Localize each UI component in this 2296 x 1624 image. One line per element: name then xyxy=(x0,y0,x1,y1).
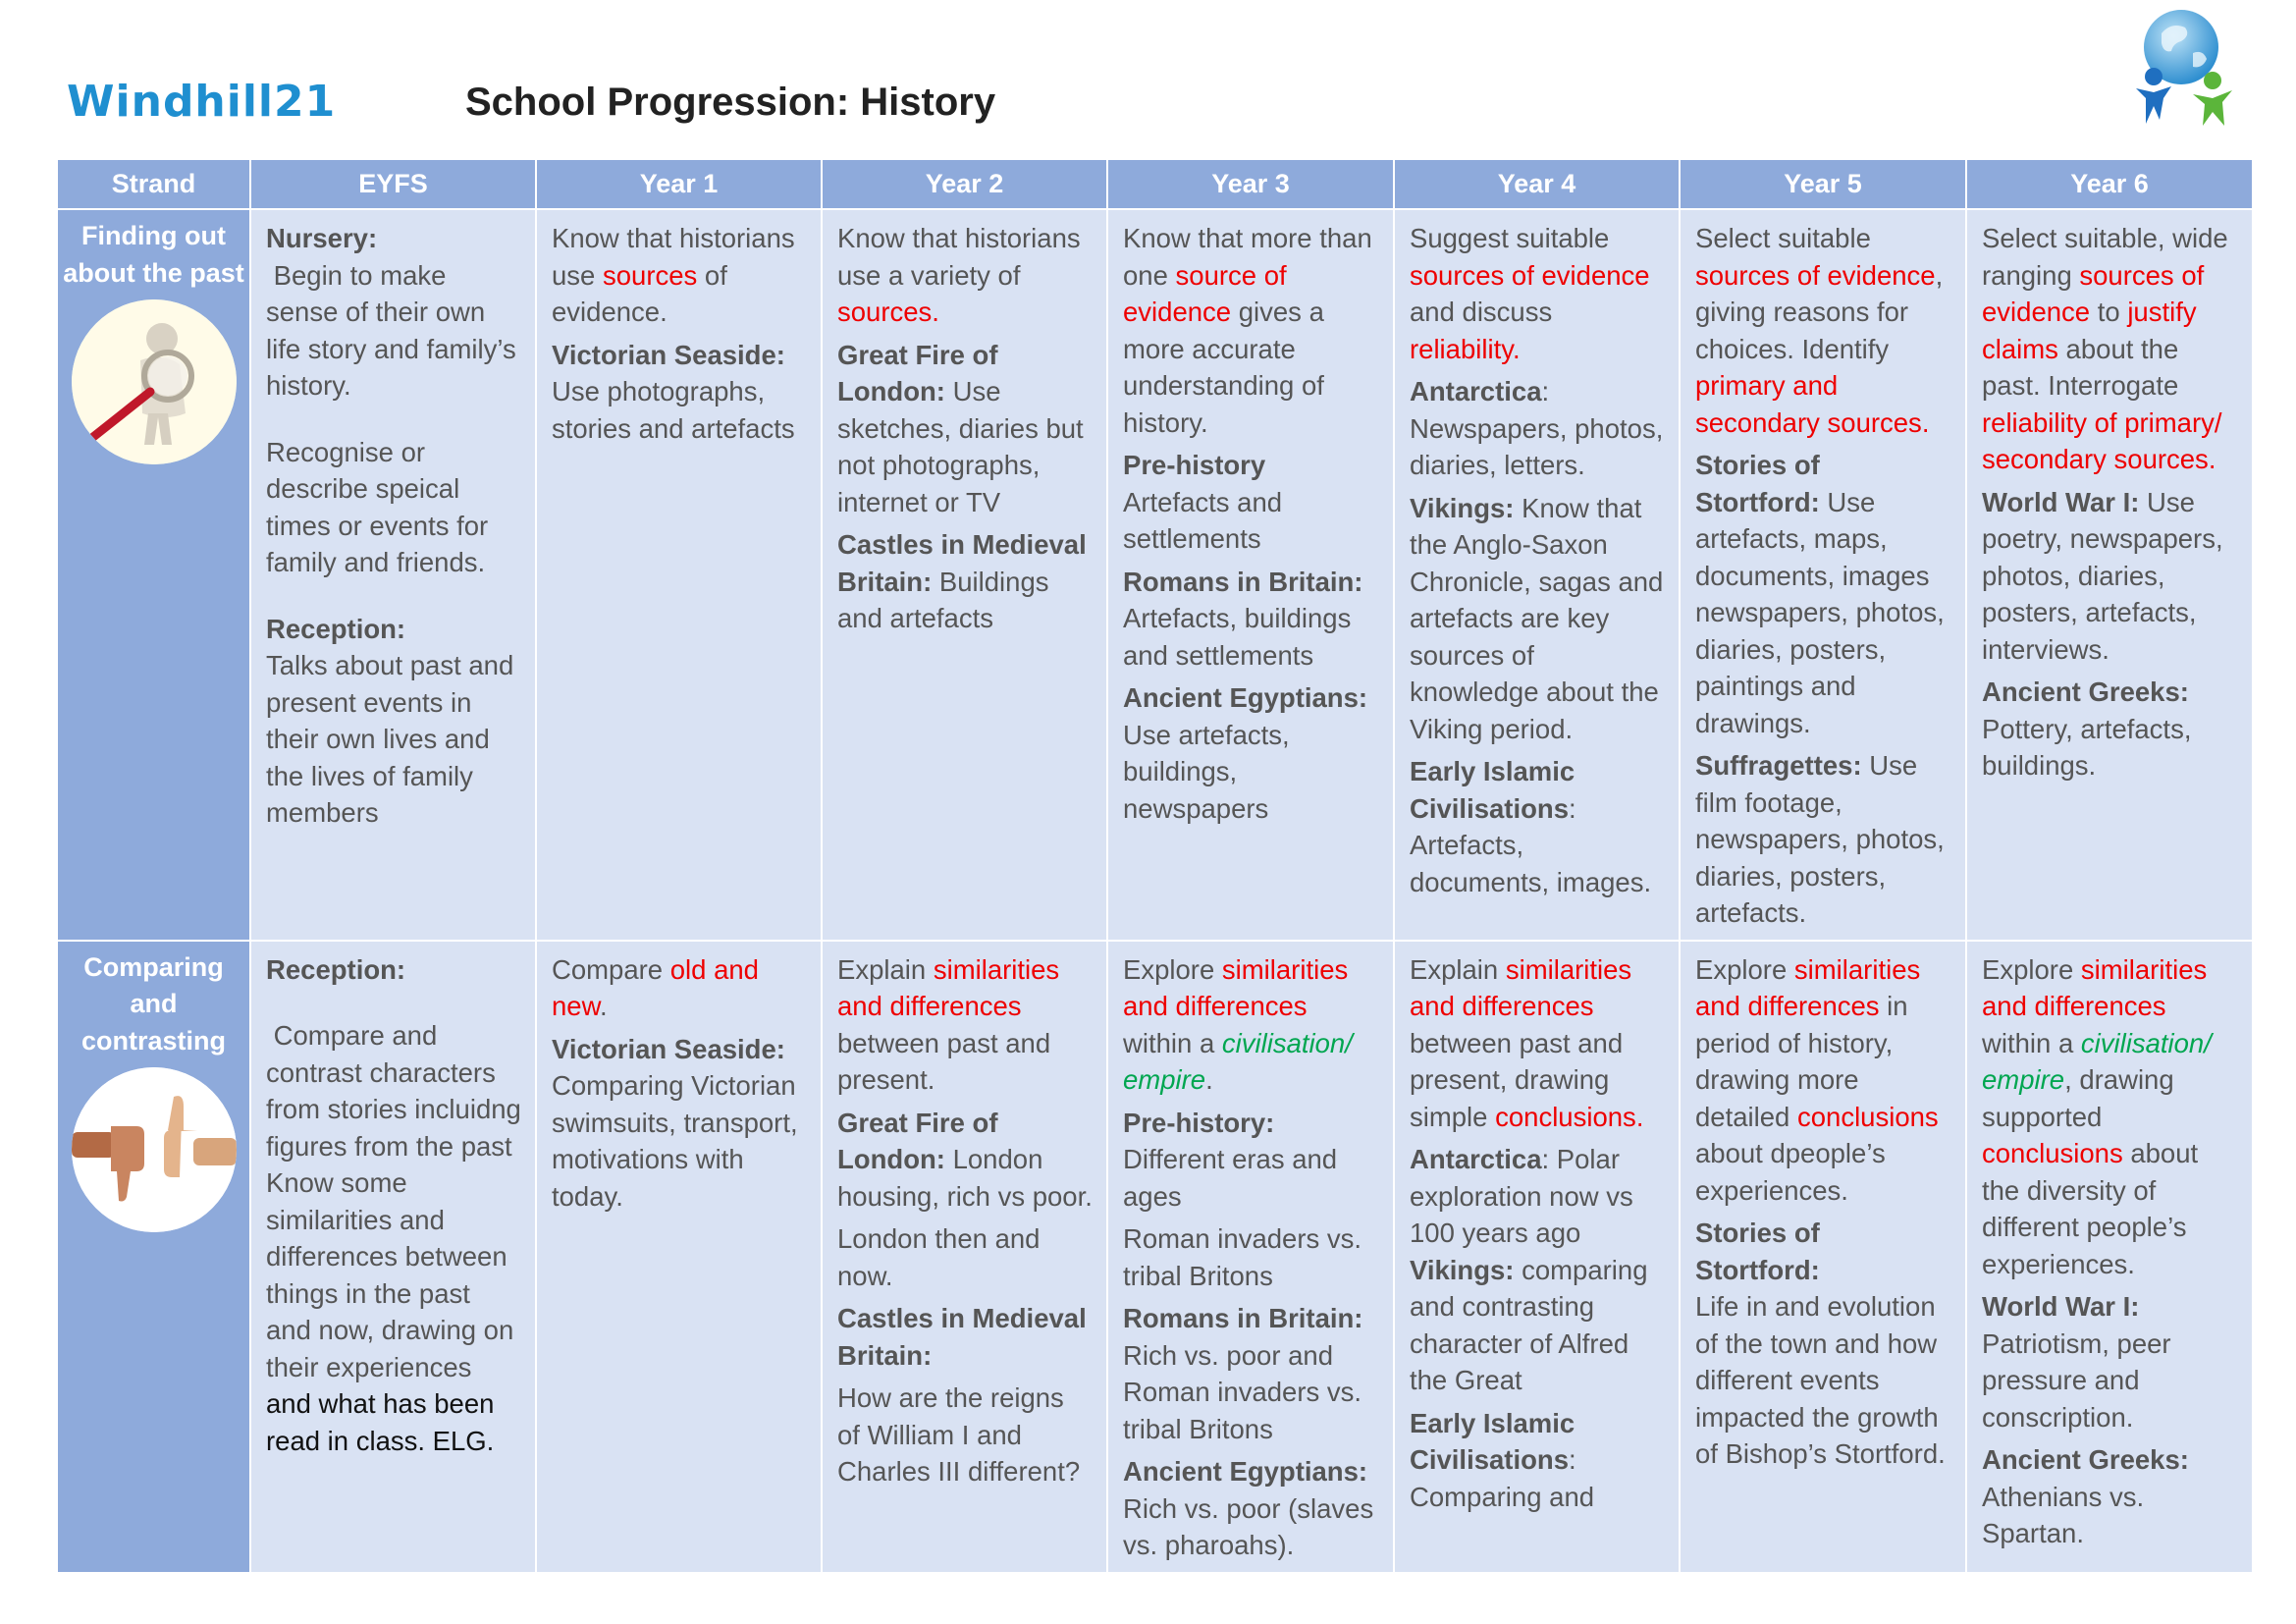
topic-heading: Stories of Stortford: xyxy=(1695,450,1820,517)
text: . xyxy=(932,297,939,327)
text: : Comparing and xyxy=(1410,1444,1595,1512)
text: Begin to make sense of their own life story and family’s history. xyxy=(266,259,524,401)
text: Pottery, artefacts, buildings. xyxy=(1982,713,2192,781)
key-term: similarities and differences xyxy=(837,953,1060,1021)
col-header-eyfs: EYFS xyxy=(250,159,536,209)
text: Know that historians use xyxy=(552,223,795,291)
col-header-year-5: Year 5 xyxy=(1680,159,1966,209)
key-term: old and new xyxy=(552,953,759,1021)
cell-year-5 xyxy=(1680,209,1966,941)
cue-reception: Reception: xyxy=(266,953,406,985)
key-term: sources xyxy=(602,259,698,291)
table-header-row xyxy=(57,159,2253,209)
col-header-year-6: Year 6 xyxy=(1966,159,2253,209)
key-term: similarities and differences xyxy=(1123,953,1349,1021)
cell-year-5 xyxy=(1680,941,1966,1573)
topic-heading: Ancient Greeks: xyxy=(1982,1444,2189,1475)
topic-heading: Stories of Stortford: xyxy=(1695,1218,1820,1285)
cell-year-6 xyxy=(1966,209,2253,941)
text: Talks about past and present events in their own lives and the lives of family members xyxy=(266,650,514,828)
text: within a xyxy=(1123,1027,1222,1058)
text: Know that the Anglo-Saxon Chronicle, sagas and artefacts are key sources of knowledge about the Viking period. xyxy=(1410,492,1664,744)
globe-with-children-icon xyxy=(2110,4,2248,132)
col-header-strand: Strand xyxy=(57,159,250,209)
col-header-year-2: Year 2 xyxy=(822,159,1107,209)
text: Explore xyxy=(1982,953,2081,985)
text: . xyxy=(1921,406,1930,438)
topic-heading: Early Islamic Civilisations xyxy=(1410,1407,1575,1475)
text: Roman invaders vs. tribal Britons xyxy=(1123,1223,1362,1291)
text: Select suitable, wide ranging xyxy=(1982,223,2228,291)
text: . xyxy=(2208,444,2216,474)
table-row-finding-out xyxy=(57,209,2253,941)
key-term: source of evidence xyxy=(1123,259,1287,327)
text: within a xyxy=(1982,1027,2081,1058)
history-progression-table xyxy=(56,158,2254,1574)
brand-logo-text: Windhill21 xyxy=(67,77,337,127)
key-term: sources of evidence xyxy=(1982,259,2205,327)
key-term: sources of evidence xyxy=(1695,259,1936,291)
text: Different eras and ages xyxy=(1123,1144,1338,1212)
page-title: School Progression: History xyxy=(465,81,996,124)
col-header-year-3: Year 3 xyxy=(1107,159,1394,209)
text: . xyxy=(1635,1101,1644,1132)
text: . xyxy=(599,991,608,1021)
text: Comparing Victorian swimsuits, transport, motivations with today. xyxy=(552,1070,798,1212)
cell-year-2 xyxy=(822,209,1107,941)
cell-year-4 xyxy=(1394,941,1680,1573)
text: : Polar exploration now vs 100 years ago xyxy=(1410,1144,1633,1248)
text: Explore xyxy=(1123,953,1222,985)
text: Use photographs, stories and artefacts xyxy=(552,376,795,444)
text: and what has been read in class. ELG. xyxy=(266,1388,495,1456)
text: Buildings and artefacts xyxy=(837,566,1049,633)
topic-heading: Victorian Seaside: xyxy=(552,1033,785,1064)
cell-year-2 xyxy=(822,941,1107,1573)
key-term: justify claims xyxy=(1982,297,2197,364)
topic-heading: Castles in Medieval Britain: xyxy=(837,1303,1087,1371)
cell-year-1 xyxy=(536,209,822,941)
thumbs-down-thumbs-up-icon xyxy=(72,1067,237,1232)
text: Suggest suitable xyxy=(1410,223,1610,253)
topic-heading: Pre-history: xyxy=(1123,1107,1275,1138)
strand-label: Comparing and contrasting xyxy=(80,951,226,1056)
text: London then and now. xyxy=(837,1223,1041,1291)
col-header-year-1: Year 1 xyxy=(536,159,822,209)
topic-heading: Antarctica xyxy=(1410,376,1542,406)
topic-heading: Ancient Greeks: xyxy=(1982,677,2189,707)
topic-heading: Romans in Britain: xyxy=(1123,566,1363,597)
text: : Artefacts, documents, images. xyxy=(1410,792,1652,897)
text: Athenians vs. Spartan. xyxy=(1982,1481,2145,1548)
text: between past and present, drawing simple xyxy=(1410,1027,1624,1132)
text: Compare xyxy=(552,953,670,985)
text: comparing and contrasting character of Alfred the Great xyxy=(1410,1254,1648,1395)
key-term: conclusions xyxy=(1982,1138,2123,1168)
topic-heading: Pre-history xyxy=(1123,450,1266,480)
text: Use artefacts, buildings, newspapers xyxy=(1123,719,1290,824)
topic-heading: Victorian Seaside: xyxy=(552,339,785,370)
topic-heading: Suffragettes: xyxy=(1695,750,1862,781)
text: Explain xyxy=(837,953,934,985)
cell-eyfs xyxy=(250,941,536,1573)
topic-heading: World War I: xyxy=(1982,1291,2140,1322)
topic-heading: Early Islamic Civilisations xyxy=(1410,756,1575,824)
text: in period of history, drawing more detailed xyxy=(1695,991,1908,1132)
text: of evidence. xyxy=(552,259,727,327)
topic-heading: World War I: xyxy=(1982,486,2140,517)
text: and discuss xyxy=(1410,297,1553,327)
text: Explore xyxy=(1695,953,1794,985)
topic-heading: Vikings: xyxy=(1410,1254,1515,1285)
cue-nursery: Nursery: xyxy=(266,223,378,253)
key-term: reliability of primary/ secondary sources xyxy=(1982,406,2222,474)
topic-heading: Great Fire of London: xyxy=(837,339,998,406)
table-row-comparing xyxy=(57,941,2253,1573)
cell-eyfs xyxy=(250,209,536,941)
strand-cell-finding-out xyxy=(57,209,250,941)
text: London housing, rich vs poor. xyxy=(837,1144,1093,1212)
text: Use artefacts, maps, documents, images newspapers, photos, diaries, posters, paintings and drawings. xyxy=(1695,486,1945,738)
text: How are the reigns of William I and Charles III different? xyxy=(837,1382,1081,1487)
strand-label: Finding out about the past xyxy=(63,221,244,288)
topic-heading: Romans in Britain: xyxy=(1123,1303,1363,1333)
text: Know that more than one xyxy=(1123,223,1372,291)
text: : Newspapers, photos, diaries, letters. xyxy=(1410,376,1664,480)
text: Know that historians use a variety of xyxy=(837,223,1081,291)
key-term: sources of evidence xyxy=(1410,259,1650,291)
cell-year-1 xyxy=(536,941,822,1573)
cell-year-3 xyxy=(1107,941,1394,1573)
topic-heading: Great Fire of London: xyxy=(837,1107,998,1174)
key-term: conclusions xyxy=(1495,1101,1636,1132)
cell-year-3 xyxy=(1107,209,1394,941)
cell-year-4 xyxy=(1394,209,1680,941)
text: to xyxy=(2090,297,2128,327)
text: about the diversity of different people’s experiences. xyxy=(1982,1138,2199,1279)
text: about the past. Interrogate xyxy=(1982,333,2179,401)
text: Recognise or describe speical times or events for family and friends. xyxy=(266,436,489,577)
text: between past and present. xyxy=(837,1027,1051,1095)
text: Use poetry, newspapers, photos, diaries, posters, artefacts, interviews. xyxy=(1982,486,2223,665)
col-header-year-4: Year 4 xyxy=(1394,159,1680,209)
text: Rich vs. poor and Roman invaders vs. tribal Britons xyxy=(1123,1339,1362,1444)
text: Patriotism, peer pressure and conscription. xyxy=(1982,1327,2171,1433)
text: gives a more accurate understanding of history. xyxy=(1123,297,1324,438)
text: Compare and contrast characters from stories incluidng figures from the past Know some similarities and differences between things in the past and now, drawing on their experiences xyxy=(266,1020,529,1382)
strand-cell-comparing xyxy=(57,941,250,1573)
text: Rich vs. poor (slaves vs. pharoahs). xyxy=(1123,1492,1374,1560)
text: Use film footage, newspapers, photos, diaries, posters, artefacts. xyxy=(1695,750,1945,928)
cell-year-6 xyxy=(1966,941,2253,1573)
text: Use sketches, diaries but not photographs, internet or TV xyxy=(837,376,1084,517)
key-term: primary and secondary sources xyxy=(1695,370,1922,438)
text: Life in and evolution of the town and how different events impacted the growth of Bishop’s Stortford. xyxy=(1695,1291,1946,1469)
text: Artefacts and settlements xyxy=(1123,486,1283,554)
key-term: similarities and differences xyxy=(1695,953,1921,1021)
text: about dpeople’s experiences. xyxy=(1695,1138,1886,1206)
topic-heading: Vikings: xyxy=(1410,492,1515,523)
text: . xyxy=(1205,1064,1213,1095)
text: Explain xyxy=(1410,953,1506,985)
topic-heading: Ancient Egyptians: xyxy=(1123,682,1368,713)
magnifying-glass-figure-icon xyxy=(72,299,237,464)
key-term: conclusions xyxy=(1796,1101,1939,1132)
text: Select suitable xyxy=(1695,223,1871,253)
text: . xyxy=(1512,333,1521,364)
topic-heading: Castles in Medieval Britain: xyxy=(837,529,1087,597)
text: , giving reasons for choices. Identify xyxy=(1695,259,1944,364)
text: , drawing supported xyxy=(1982,1064,2174,1132)
key-term: similarities and differences xyxy=(1410,953,1632,1021)
cue-reception: Reception: xyxy=(266,613,406,644)
topic-heading: Antarctica xyxy=(1410,1144,1542,1174)
text: Artefacts, buildings and settlements xyxy=(1123,603,1352,671)
key-term: reliability xyxy=(1410,333,1513,364)
key-term-green: civilisation/ empire xyxy=(1123,1027,1353,1095)
key-term-green: civilisation/ empire xyxy=(1982,1027,2212,1095)
topic-heading: Ancient Egyptians: xyxy=(1123,1456,1368,1487)
key-term: sources xyxy=(837,297,933,327)
key-term: similarities and differences xyxy=(1982,953,2208,1021)
